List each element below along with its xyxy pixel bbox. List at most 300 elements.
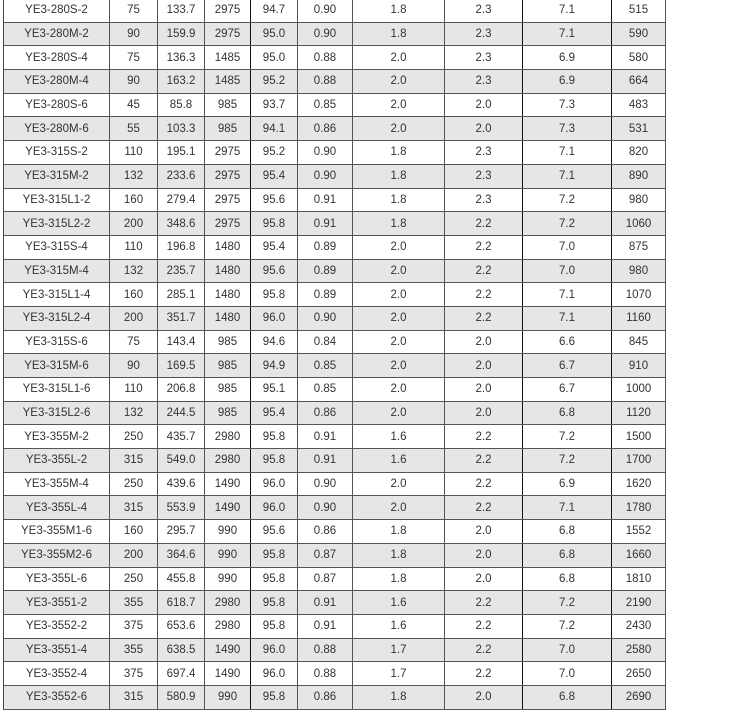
cell-value: 553.9 xyxy=(158,496,205,520)
table-row xyxy=(4,354,666,378)
cell-value: 2430 xyxy=(612,614,666,638)
cell-value: 0.91 xyxy=(298,591,353,615)
cell-value: 7.0 xyxy=(523,259,612,283)
cell-value: 110 xyxy=(110,235,158,259)
cell-value: 2.0 xyxy=(445,330,523,354)
cell-value: 96.0 xyxy=(251,472,298,496)
cell-value: 160 xyxy=(110,188,158,212)
cell-value: 2.0 xyxy=(353,117,445,141)
cell-value: 2.0 xyxy=(445,520,523,544)
cell-value: 95.8 xyxy=(251,212,298,236)
cell-value: 2580 xyxy=(612,638,666,662)
cell-value: 93.7 xyxy=(251,93,298,117)
cell-value: 94.7 xyxy=(251,0,298,22)
cell-value: 990 xyxy=(205,520,251,544)
cell-value: 0.88 xyxy=(298,46,353,70)
cell-model: YE3-355M1-6 xyxy=(4,520,110,544)
cell-value: 160 xyxy=(110,283,158,307)
cell-model: YE3-355M-4 xyxy=(4,472,110,496)
cell-value: 618.7 xyxy=(158,591,205,615)
table-row xyxy=(4,330,666,354)
cell-value: 1.8 xyxy=(353,141,445,165)
cell-value: 1480 xyxy=(205,283,251,307)
table-row xyxy=(4,141,666,165)
cell-value: 6.7 xyxy=(523,354,612,378)
cell-value: 235.7 xyxy=(158,259,205,283)
cell-value: 0.90 xyxy=(298,472,353,496)
cell-value: 990 xyxy=(205,685,251,709)
cell-value: 0.86 xyxy=(298,520,353,544)
cell-value: 7.1 xyxy=(523,496,612,520)
cell-value: 2.2 xyxy=(445,306,523,330)
cell-model: YE3-3551-2 xyxy=(4,591,110,615)
cell-value: 0.86 xyxy=(298,685,353,709)
cell-value: 2.0 xyxy=(353,330,445,354)
cell-model: YE3-3552-4 xyxy=(4,662,110,686)
cell-value: 985 xyxy=(205,354,251,378)
table-row xyxy=(4,520,666,544)
cell-value: 0.88 xyxy=(298,638,353,662)
cell-value: 375 xyxy=(110,662,158,686)
cell-value: 200 xyxy=(110,543,158,567)
cell-value: 2975 xyxy=(205,22,251,46)
cell-model: YE3-315L2-2 xyxy=(4,212,110,236)
cell-value: 7.2 xyxy=(523,212,612,236)
cell-value: 160 xyxy=(110,520,158,544)
cell-value: 2.2 xyxy=(445,614,523,638)
cell-value: 95.4 xyxy=(251,401,298,425)
cell-value: 295.7 xyxy=(158,520,205,544)
cell-value: 2975 xyxy=(205,0,251,22)
cell-value: 580.9 xyxy=(158,685,205,709)
cell-value: 1120 xyxy=(612,401,666,425)
cell-value: 348.6 xyxy=(158,212,205,236)
cell-value: 7.1 xyxy=(523,0,612,22)
cell-value: 1.6 xyxy=(353,425,445,449)
cell-value: 990 xyxy=(205,567,251,591)
cell-value: 94.9 xyxy=(251,354,298,378)
table-row xyxy=(4,591,666,615)
table-row xyxy=(4,0,666,22)
cell-value: 2.0 xyxy=(353,93,445,117)
cell-value: 2190 xyxy=(612,591,666,615)
cell-value: 132 xyxy=(110,401,158,425)
cell-value: 1070 xyxy=(612,283,666,307)
cell-model: YE3-280S-6 xyxy=(4,93,110,117)
cell-value: 96.0 xyxy=(251,662,298,686)
cell-value: 0.91 xyxy=(298,188,353,212)
cell-value: 7.2 xyxy=(523,614,612,638)
cell-model: YE3-315S-2 xyxy=(4,141,110,165)
cell-value: 95.6 xyxy=(251,259,298,283)
cell-value: 1.8 xyxy=(353,212,445,236)
cell-value: 95.8 xyxy=(251,283,298,307)
cell-value: 985 xyxy=(205,93,251,117)
cell-value: 2980 xyxy=(205,591,251,615)
cell-value: 90 xyxy=(110,70,158,94)
cell-value: 96.0 xyxy=(251,306,298,330)
cell-value: 2.2 xyxy=(445,212,523,236)
cell-value: 95.6 xyxy=(251,188,298,212)
cell-value: 455.8 xyxy=(158,567,205,591)
cell-value: 2.0 xyxy=(445,354,523,378)
cell-value: 6.8 xyxy=(523,685,612,709)
cell-value: 7.2 xyxy=(523,591,612,615)
cell-value: 136.3 xyxy=(158,46,205,70)
cell-value: 1552 xyxy=(612,520,666,544)
table-row xyxy=(4,425,666,449)
cell-value: 133.7 xyxy=(158,0,205,22)
cell-value: 985 xyxy=(205,117,251,141)
cell-value: 0.89 xyxy=(298,259,353,283)
cell-value: 483 xyxy=(612,93,666,117)
cell-value: 2.3 xyxy=(445,70,523,94)
cell-value: 7.2 xyxy=(523,188,612,212)
cell-value: 1480 xyxy=(205,235,251,259)
cell-value: 2980 xyxy=(205,614,251,638)
cell-value: 364.6 xyxy=(158,543,205,567)
cell-value: 95.2 xyxy=(251,70,298,94)
cell-value: 7.3 xyxy=(523,117,612,141)
cell-value: 1700 xyxy=(612,449,666,473)
cell-value: 1.8 xyxy=(353,164,445,188)
cell-value: 7.1 xyxy=(523,306,612,330)
cell-value: 1160 xyxy=(612,306,666,330)
cell-value: 2975 xyxy=(205,188,251,212)
cell-value: 75 xyxy=(110,46,158,70)
table-row xyxy=(4,496,666,520)
cell-value: 653.6 xyxy=(158,614,205,638)
cell-model: YE3-355L-4 xyxy=(4,496,110,520)
cell-value: 159.9 xyxy=(158,22,205,46)
cell-value: 6.8 xyxy=(523,520,612,544)
cell-value: 6.8 xyxy=(523,567,612,591)
cell-value: 2.0 xyxy=(445,685,523,709)
cell-value: 95.8 xyxy=(251,614,298,638)
cell-value: 1.8 xyxy=(353,22,445,46)
cell-model: YE3-315L1-2 xyxy=(4,188,110,212)
cell-value: 2.3 xyxy=(445,188,523,212)
cell-model: YE3-280S-4 xyxy=(4,46,110,70)
cell-value: 0.88 xyxy=(298,70,353,94)
cell-value: 1.7 xyxy=(353,638,445,662)
cell-value: 0.90 xyxy=(298,22,353,46)
cell-value: 1490 xyxy=(205,472,251,496)
cell-value: 1480 xyxy=(205,259,251,283)
cell-value: 94.6 xyxy=(251,330,298,354)
cell-value: 355 xyxy=(110,638,158,662)
cell-value: 1490 xyxy=(205,662,251,686)
table-row xyxy=(4,188,666,212)
cell-value: 6.9 xyxy=(523,46,612,70)
cell-value: 980 xyxy=(612,259,666,283)
cell-value: 2975 xyxy=(205,212,251,236)
cell-value: 580 xyxy=(612,46,666,70)
cell-value: 2.3 xyxy=(445,22,523,46)
table-row xyxy=(4,283,666,307)
cell-value: 1.8 xyxy=(353,543,445,567)
cell-value: 0.89 xyxy=(298,283,353,307)
cell-value: 1.8 xyxy=(353,520,445,544)
cell-model: YE3-3552-2 xyxy=(4,614,110,638)
cell-value: 985 xyxy=(205,401,251,425)
table-body xyxy=(4,0,666,709)
cell-value: 0.88 xyxy=(298,662,353,686)
cell-value: 2.0 xyxy=(445,93,523,117)
cell-value: 55 xyxy=(110,117,158,141)
cell-model: YE3-315M-6 xyxy=(4,354,110,378)
cell-value: 2.0 xyxy=(445,567,523,591)
cell-value: 875 xyxy=(612,235,666,259)
cell-value: 0.91 xyxy=(298,425,353,449)
cell-value: 1490 xyxy=(205,496,251,520)
cell-value: 2.2 xyxy=(445,425,523,449)
cell-value: 250 xyxy=(110,472,158,496)
cell-value: 0.90 xyxy=(298,164,353,188)
cell-value: 1.7 xyxy=(353,662,445,686)
cell-value: 95.8 xyxy=(251,567,298,591)
cell-value: 95.0 xyxy=(251,22,298,46)
cell-value: 7.0 xyxy=(523,662,612,686)
cell-value: 7.2 xyxy=(523,449,612,473)
cell-value: 375 xyxy=(110,614,158,638)
cell-value: 7.1 xyxy=(523,283,612,307)
cell-value: 0.87 xyxy=(298,543,353,567)
cell-value: 7.0 xyxy=(523,638,612,662)
cell-model: YE3-280M-2 xyxy=(4,22,110,46)
cell-value: 2.0 xyxy=(353,472,445,496)
cell-value: 110 xyxy=(110,141,158,165)
cell-model: YE3-315M-4 xyxy=(4,259,110,283)
cell-value: 285.1 xyxy=(158,283,205,307)
cell-model: YE3-280S-2 xyxy=(4,0,110,22)
cell-value: 95.8 xyxy=(251,591,298,615)
cell-value: 2.0 xyxy=(445,378,523,402)
cell-value: 2650 xyxy=(612,662,666,686)
cell-value: 163.2 xyxy=(158,70,205,94)
cell-value: 169.5 xyxy=(158,354,205,378)
cell-model: YE3-315M-2 xyxy=(4,164,110,188)
cell-value: 0.90 xyxy=(298,306,353,330)
cell-value: 244.5 xyxy=(158,401,205,425)
cell-value: 0.90 xyxy=(298,0,353,22)
cell-value: 515 xyxy=(612,0,666,22)
table-row xyxy=(4,235,666,259)
cell-value: 95.8 xyxy=(251,425,298,449)
cell-value: 2.2 xyxy=(445,235,523,259)
cell-value: 1485 xyxy=(205,46,251,70)
cell-value: 1.8 xyxy=(353,0,445,22)
cell-value: 2.3 xyxy=(445,0,523,22)
cell-value: 0.89 xyxy=(298,235,353,259)
cell-model: YE3-280M-6 xyxy=(4,117,110,141)
cell-value: 315 xyxy=(110,496,158,520)
cell-value: 315 xyxy=(110,449,158,473)
cell-value: 94.1 xyxy=(251,117,298,141)
cell-value: 1780 xyxy=(612,496,666,520)
cell-value: 7.3 xyxy=(523,93,612,117)
cell-value: 2.2 xyxy=(445,259,523,283)
cell-value: 2.2 xyxy=(445,591,523,615)
cell-model: YE3-355L-6 xyxy=(4,567,110,591)
cell-value: 103.3 xyxy=(158,117,205,141)
table-row xyxy=(4,306,666,330)
cell-value: 351.7 xyxy=(158,306,205,330)
cell-value: 2975 xyxy=(205,141,251,165)
cell-value: 0.86 xyxy=(298,401,353,425)
cell-value: 45 xyxy=(110,93,158,117)
cell-value: 1000 xyxy=(612,378,666,402)
cell-value: 95.4 xyxy=(251,164,298,188)
table-row xyxy=(4,70,666,94)
cell-value: 143.4 xyxy=(158,330,205,354)
cell-value: 195.1 xyxy=(158,141,205,165)
cell-value: 95.4 xyxy=(251,235,298,259)
table-row xyxy=(4,259,666,283)
cell-value: 990 xyxy=(205,543,251,567)
cell-value: 132 xyxy=(110,259,158,283)
cell-value: 2.3 xyxy=(445,164,523,188)
cell-model: YE3-3551-4 xyxy=(4,638,110,662)
cell-value: 0.86 xyxy=(298,117,353,141)
cell-value: 697.4 xyxy=(158,662,205,686)
cell-value: 2.0 xyxy=(353,259,445,283)
cell-value: 2.0 xyxy=(353,46,445,70)
cell-value: 0.91 xyxy=(298,449,353,473)
cell-value: 2.2 xyxy=(445,496,523,520)
cell-value: 2.3 xyxy=(445,141,523,165)
cell-value: 0.84 xyxy=(298,330,353,354)
table-row xyxy=(4,543,666,567)
cell-value: 2690 xyxy=(612,685,666,709)
table-row xyxy=(4,22,666,46)
cell-value: 1490 xyxy=(205,638,251,662)
motor-spec-table-container xyxy=(3,0,666,710)
cell-value: 1.8 xyxy=(353,567,445,591)
cell-value: 0.90 xyxy=(298,496,353,520)
cell-value: 95.8 xyxy=(251,543,298,567)
cell-value: 7.2 xyxy=(523,425,612,449)
cell-value: 1480 xyxy=(205,306,251,330)
cell-model: YE3-315L2-6 xyxy=(4,401,110,425)
cell-value: 435.7 xyxy=(158,425,205,449)
table-row xyxy=(4,449,666,473)
cell-value: 315 xyxy=(110,685,158,709)
cell-value: 1.6 xyxy=(353,591,445,615)
cell-value: 90 xyxy=(110,354,158,378)
cell-value: 1620 xyxy=(612,472,666,496)
cell-value: 2.2 xyxy=(445,662,523,686)
cell-value: 985 xyxy=(205,330,251,354)
cell-value: 845 xyxy=(612,330,666,354)
cell-value: 250 xyxy=(110,567,158,591)
cell-value: 1.8 xyxy=(353,685,445,709)
cell-value: 0.87 xyxy=(298,567,353,591)
cell-value: 0.85 xyxy=(298,354,353,378)
cell-value: 6.7 xyxy=(523,378,612,402)
cell-value: 1660 xyxy=(612,543,666,567)
cell-value: 85.8 xyxy=(158,93,205,117)
cell-value: 96.0 xyxy=(251,638,298,662)
cell-value: 910 xyxy=(612,354,666,378)
cell-value: 6.8 xyxy=(523,401,612,425)
cell-value: 196.8 xyxy=(158,235,205,259)
cell-value: 279.4 xyxy=(158,188,205,212)
cell-value: 2.0 xyxy=(445,401,523,425)
cell-model: YE3-315L2-4 xyxy=(4,306,110,330)
cell-value: 2.0 xyxy=(353,235,445,259)
cell-value: 206.8 xyxy=(158,378,205,402)
cell-value: 355 xyxy=(110,591,158,615)
cell-value: 6.6 xyxy=(523,330,612,354)
cell-value: 1500 xyxy=(612,425,666,449)
cell-value: 2.0 xyxy=(353,283,445,307)
cell-value: 96.0 xyxy=(251,496,298,520)
table-row xyxy=(4,117,666,141)
cell-value: 2.0 xyxy=(353,378,445,402)
cell-value: 6.9 xyxy=(523,472,612,496)
cell-model: YE3-315S-6 xyxy=(4,330,110,354)
cell-value: 110 xyxy=(110,378,158,402)
cell-value: 638.5 xyxy=(158,638,205,662)
cell-value: 0.91 xyxy=(298,212,353,236)
cell-value: 2980 xyxy=(205,449,251,473)
cell-value: 890 xyxy=(612,164,666,188)
cell-value: 549.0 xyxy=(158,449,205,473)
cell-value: 7.0 xyxy=(523,235,612,259)
cell-value: 2.2 xyxy=(445,638,523,662)
table-row xyxy=(4,614,666,638)
cell-value: 95.2 xyxy=(251,141,298,165)
table-row xyxy=(4,164,666,188)
cell-model: YE3-315L1-6 xyxy=(4,378,110,402)
table-row xyxy=(4,378,666,402)
cell-value: 985 xyxy=(205,378,251,402)
cell-value: 1060 xyxy=(612,212,666,236)
cell-value: 6.8 xyxy=(523,543,612,567)
cell-value: 75 xyxy=(110,0,158,22)
cell-value: 1.6 xyxy=(353,449,445,473)
table-row xyxy=(4,662,666,686)
cell-value: 95.1 xyxy=(251,378,298,402)
cell-value: 0.85 xyxy=(298,93,353,117)
cell-model: YE3-355M-2 xyxy=(4,425,110,449)
cell-value: 132 xyxy=(110,164,158,188)
cell-model: YE3-3552-6 xyxy=(4,685,110,709)
cell-value: 2.0 xyxy=(445,543,523,567)
cell-value: 1.6 xyxy=(353,614,445,638)
cell-value: 95.8 xyxy=(251,685,298,709)
cell-model: YE3-315L1-4 xyxy=(4,283,110,307)
cell-value: 1810 xyxy=(612,567,666,591)
cell-value: 7.1 xyxy=(523,164,612,188)
cell-value: 1.8 xyxy=(353,188,445,212)
table-row xyxy=(4,638,666,662)
cell-value: 820 xyxy=(612,141,666,165)
cell-model: YE3-355L-2 xyxy=(4,449,110,473)
cell-value: 200 xyxy=(110,306,158,330)
cell-value: 1485 xyxy=(205,70,251,94)
table-row xyxy=(4,93,666,117)
cell-value: 2.0 xyxy=(353,70,445,94)
cell-value: 75 xyxy=(110,330,158,354)
table-row xyxy=(4,472,666,496)
motor-spec-table xyxy=(3,0,666,710)
table-row xyxy=(4,685,666,709)
cell-value: 2980 xyxy=(205,425,251,449)
cell-value: 2.0 xyxy=(353,496,445,520)
cell-value: 250 xyxy=(110,425,158,449)
